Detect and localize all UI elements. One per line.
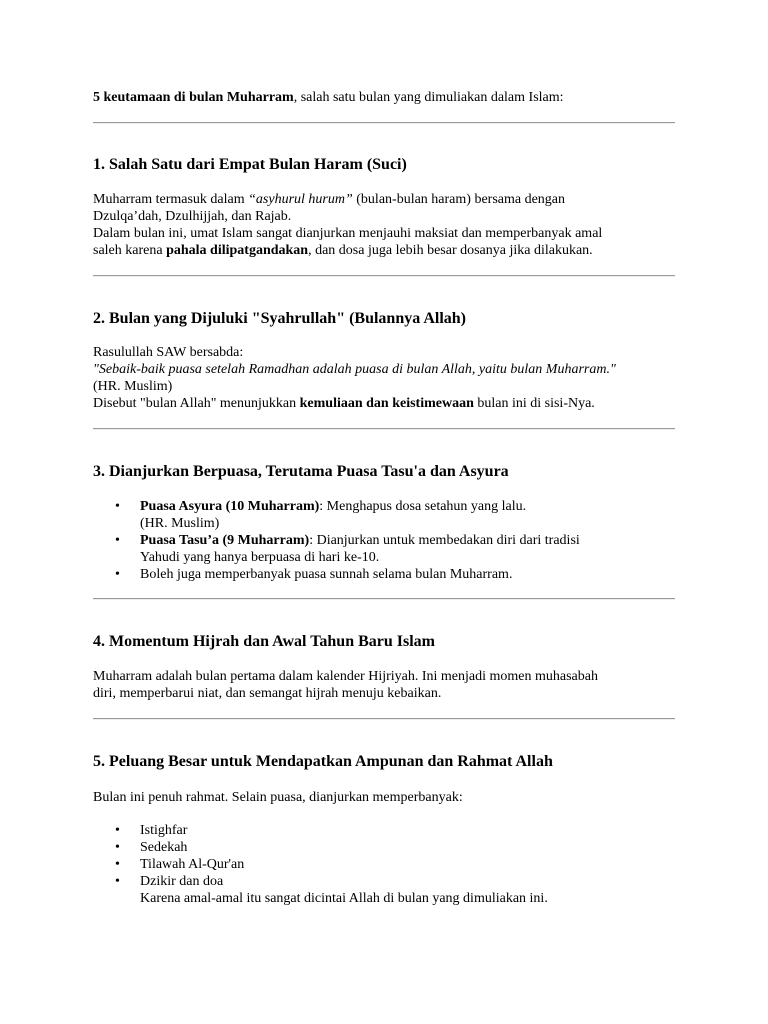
item-text: Istighfar xyxy=(140,823,188,838)
section-4-title: 4. Momentum Hijrah dan Awal Tahun Baru Islam xyxy=(93,633,435,650)
list-item xyxy=(93,498,675,532)
bullet-icon: • xyxy=(115,857,120,872)
divider-3 xyxy=(93,428,675,430)
item-text: Boleh juga memperbanyak puasa sunnah selama bulan Muharram. xyxy=(140,567,513,582)
section-3-list xyxy=(93,498,675,583)
section-2-title: 2. Bulan yang Dijuluki "Syahrullah" (Bulannya Allah) xyxy=(93,310,467,327)
section-5-title: 5. Peluang Besar untuk Mendapatkan Ampunan dan Rahmat Allah xyxy=(93,753,553,770)
bullet-icon: • xyxy=(115,874,120,889)
section-5-list xyxy=(93,822,675,907)
s1-l1-pre: Muharram termasuk dalam xyxy=(93,192,249,207)
bullet-icon: • xyxy=(115,567,120,582)
section-4-body xyxy=(93,668,675,702)
s2-l4-pre: Disebut "bulan Allah" menunjukkan xyxy=(93,396,300,411)
s1-l4-post: , dan dosa juga lebih besar dosanya jika dilakukan. xyxy=(308,243,593,258)
item-line-2: Yahudi yang hanya berpuasa di hari ke-10. xyxy=(140,550,380,565)
section-4-line-2: diri, memperbarui niat, dan semangat hijrah menuju kebaikan. xyxy=(93,686,442,701)
section-1-body xyxy=(93,191,675,259)
s1-l1-italic: “asyhurul hurum” xyxy=(248,192,353,207)
item-text: Sedekah xyxy=(140,840,188,855)
section-2-body xyxy=(93,344,675,412)
section-2-line-3: (HR. Muslim) xyxy=(93,379,173,394)
section-5-intro: Bulan ini penuh rahmat. Selain puasa, dianjurkan memperbanyak: xyxy=(93,790,463,805)
bullet-icon: • xyxy=(115,533,120,548)
item-text: Dzikir dan doa xyxy=(140,874,224,889)
list-item xyxy=(93,839,675,856)
list-item xyxy=(93,566,675,583)
section-5-closing: Karena amal-amal itu sangat dicintai Allah di bulan yang dimuliakan ini. xyxy=(140,891,548,906)
section-4-line-1: Muharram adalah bulan pertama dalam kalender Hijriyah. Ini menjadi momen muhasabah xyxy=(93,669,598,684)
section-2-line-1: Rasulullah SAW bersabda: xyxy=(93,345,244,360)
s1-l4-pre: saleh karena xyxy=(93,243,167,258)
bullet-icon: • xyxy=(115,499,120,514)
section-2-quote: "Sebaik-baik puasa setelah Ramadhan adalah puasa di bulan Allah, yaitu bulan Muharram." xyxy=(93,362,616,377)
s2-l4-post: bulan ini di sisi-Nya. xyxy=(473,396,595,411)
bullet-icon: • xyxy=(115,840,120,855)
list-item xyxy=(93,873,675,907)
divider-4 xyxy=(93,598,675,600)
list-item xyxy=(93,822,675,839)
list-item xyxy=(93,856,675,873)
s1-l1-post: (bulan-bulan haram) bersama dengan xyxy=(352,192,566,207)
section-1-line-2: Dzulqa’dah, Dzulhijjah, dan Rajab. xyxy=(93,209,292,224)
section-1-title: 1. Salah Satu dari Empat Bulan Haram (Suci) xyxy=(93,156,407,173)
item-text: : Dianjurkan untuk membedakan diri dari tradisi xyxy=(309,533,580,548)
intro-bold: 5 keutamaan di bulan Muharram xyxy=(93,90,294,105)
s1-l4-bold: pahala dilipatgandakan xyxy=(166,243,309,258)
item-text: Tilawah Al-Qur'an xyxy=(140,857,245,872)
section-1-line-3: Dalam bulan ini, umat Islam sangat dianjurkan menjauhi maksiat dan memperbanyak amal xyxy=(93,226,603,241)
section-1-line-4 xyxy=(93,242,675,259)
divider-2 xyxy=(93,275,675,277)
bullet-icon: • xyxy=(115,823,120,838)
intro-paragraph xyxy=(93,89,675,106)
item-line-2: (HR. Muslim) xyxy=(140,516,220,531)
divider-5 xyxy=(93,718,675,720)
s2-l4-bold: kemuliaan dan keistimewaan xyxy=(299,396,474,411)
list-item xyxy=(93,532,675,566)
section-2-line-4 xyxy=(93,395,675,412)
intro-rest: , salah satu bulan yang dimuliakan dalam Islam: xyxy=(293,90,564,105)
section-3-title: 3. Dianjurkan Berpuasa, Terutama Puasa Tasu'a dan Asyura xyxy=(93,463,509,480)
divider-1 xyxy=(93,122,675,124)
item-bold: Puasa Asyura (10 Muharram) xyxy=(140,499,320,514)
item-bold: Puasa Tasu’a (9 Muharram) xyxy=(140,533,310,548)
item-text: : Menghapus dosa setahun yang lalu. xyxy=(319,499,527,514)
section-1-line-1 xyxy=(93,191,675,208)
